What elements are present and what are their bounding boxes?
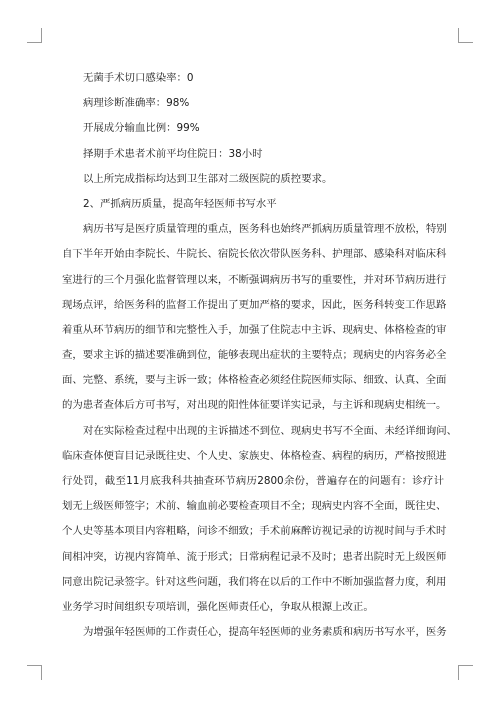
text-line: 以上所完成指标均达到卫生部对二级医院的质控要求。 — [83, 172, 333, 185]
text-line: 开展成分输血比例：99% — [83, 122, 200, 135]
text-line: 行处罚，截至11月底我科共抽查环节病历2800余份，普遍存在的问题有：诊疗计 — [62, 475, 444, 487]
text-line: 自下半年开始由李院长、牛院长、宿院长依次带队医务科、护理部、感染科对临床科 — [62, 248, 447, 261]
text-line: 着重从环节病历的细节和完整性入手，加强了住院志中主诉、现病史、体格检查的审 — [62, 323, 447, 336]
text-line: 现场点评，给医务科的监督工作提出了更加严格的要求，因此，医务科转变工作思路 — [62, 298, 447, 311]
text-line: 划无上级医师签字；术前、输血前必要检查项目不全；现病史内容不全面，既往史、 — [62, 500, 447, 513]
crop-mark-bottom-left — [27, 665, 42, 680]
crop-mark-bottom-right — [458, 665, 473, 680]
text-line: 间相冲突，访视内容简单、流于形式；日常病程记录不及时；患者出院时无上级医师 — [62, 550, 447, 563]
text-line: 个人史等基本项目内容粗略，问诊不细致；手术前麻醉访视记录的访视时间与手术时 — [62, 525, 447, 538]
text-line: 病历书写是医疗质量管理的重点，医务科也始终严抓病历质量管理不放松，特别 — [83, 223, 447, 236]
text-line: 无菌手术切口感染率：0 — [83, 72, 194, 84]
crop-mark-top-right — [458, 28, 473, 43]
crop-mark-top-left — [27, 28, 42, 43]
text-line: 2、严抓病历质量，提高年轻医师书写水平 — [83, 197, 277, 210]
text-line: 的为患者查体后方可书写，对出现的阳性体征要详实记录，与主诉和现病史相统一。 — [62, 399, 447, 412]
text-line: 同意出院记录签字。针对这些问题，我们将在以后的工作中不断加强监督力度，利用 — [62, 575, 447, 588]
document-body — [62, 66, 458, 645]
text-line: 为增强年轻医师的工作责任心，提高年轻医师的业务素质和病历书写水平，医务 — [83, 626, 447, 639]
text-line: 临床查体便盲目记录既往史、个人史、家族史、体格检查、病程的病历，严格按照进 — [62, 449, 447, 462]
text-line: 业务学习时间组织专项培训，强化医师责任心，争取从根源上改正。 — [62, 600, 374, 613]
text-line: 室进行的三个月强化监督管理以来，不断强调病历书写的重要性，并对环节病历进行 — [62, 273, 447, 286]
text-line: 病理诊断准确率：98% — [83, 97, 190, 110]
text-line: 择期手术患者术前平均住院日：38小时 — [83, 147, 263, 160]
text-line: 查，要求主诉的描述要准确到位，能够表现出症状的主要特点；现病史的内容务必全 — [62, 349, 447, 362]
text-line: 面、完整、系统，要与主诉一致；体格检查必须经住院医师实际、细致、认真、全面 — [62, 374, 447, 387]
text-line: 对在实际检查过程中出现的主诉描述不到位、现病史书写不全面、未经详细询问、 — [83, 424, 458, 437]
